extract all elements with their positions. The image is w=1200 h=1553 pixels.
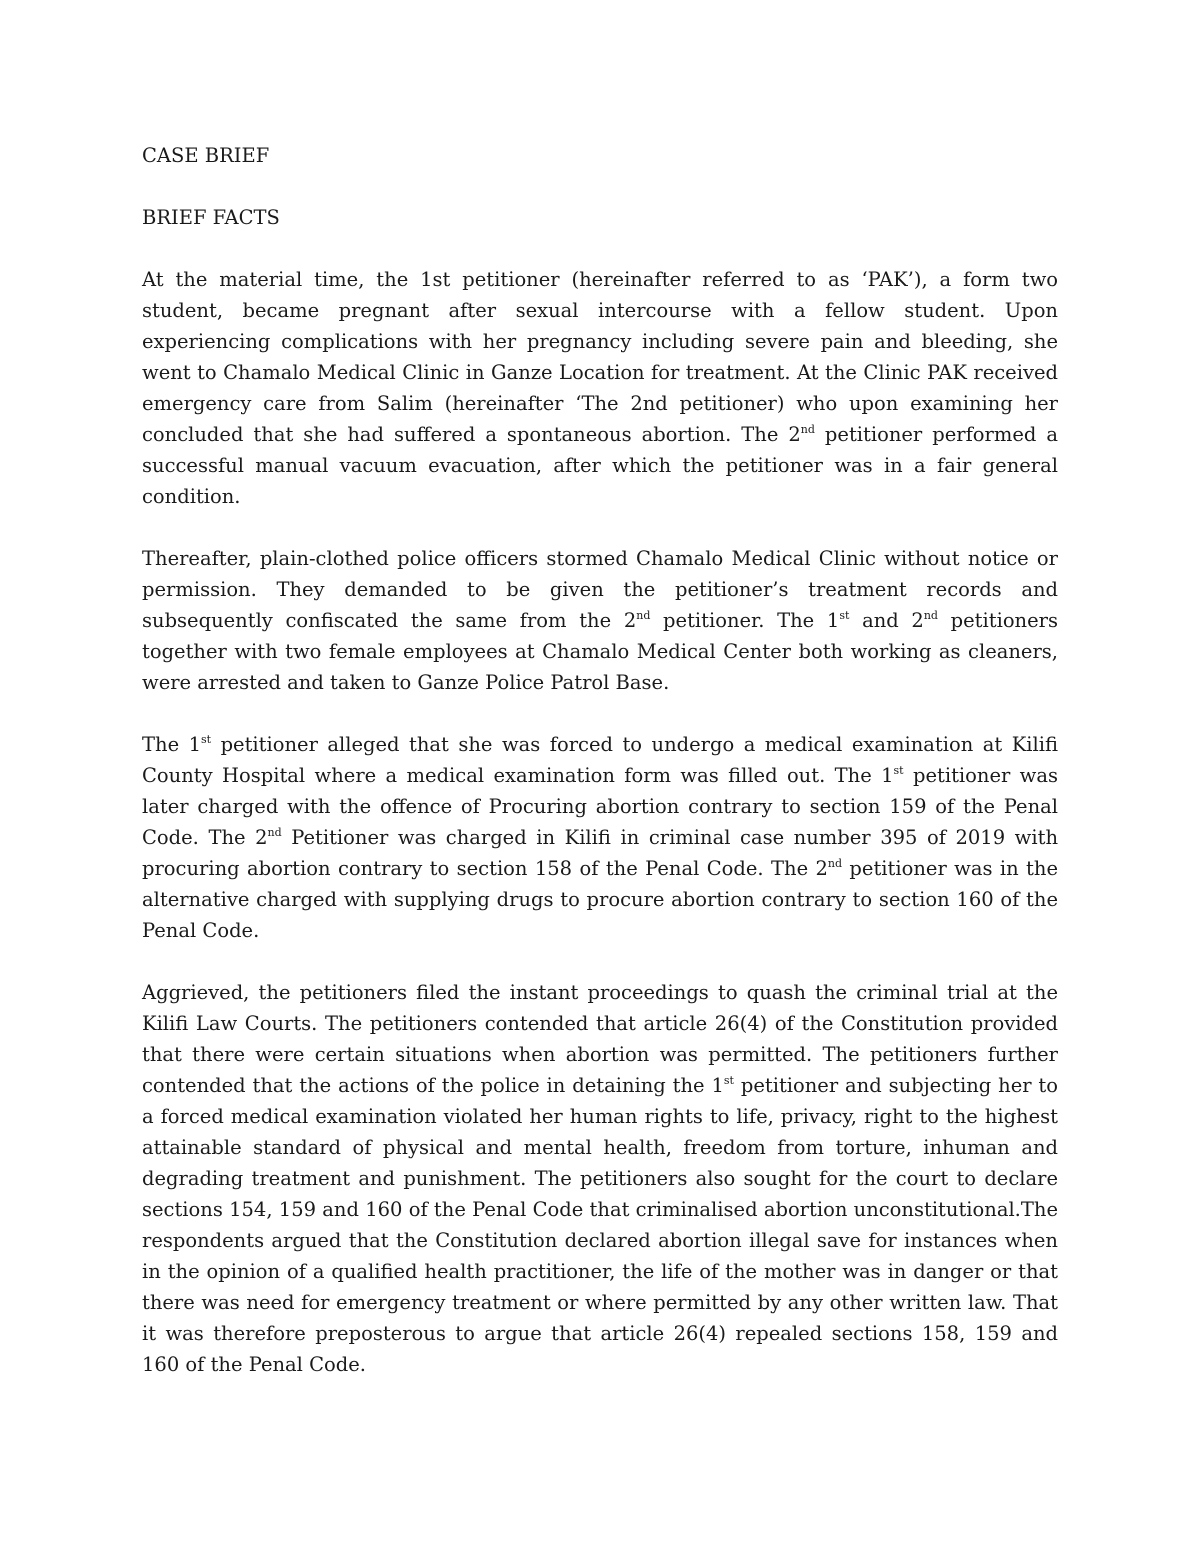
ordinal-superscript: st bbox=[723, 1074, 734, 1087]
paragraph-text: The 1 bbox=[142, 733, 201, 756]
ordinal-superscript: nd bbox=[800, 423, 815, 436]
body-paragraph bbox=[142, 977, 1058, 1380]
paragraph-text: petitioner. The 1 bbox=[650, 609, 840, 632]
ordinal-superscript: st bbox=[893, 764, 904, 777]
paragraph-text: Thereafter, plain-clothed police officers stormed Chamalo Medical Clinic without notice or permission. They demanded to be given the petitioner’s treatment records and subsequently confiscated the same from the 2 bbox=[142, 547, 1058, 632]
paragraph-list bbox=[142, 264, 1058, 1380]
document-page bbox=[142, 140, 1058, 1411]
ordinal-superscript: st bbox=[201, 733, 212, 746]
ordinal-superscript: st bbox=[839, 609, 850, 622]
ordinal-superscript: nd bbox=[636, 609, 651, 622]
body-paragraph bbox=[142, 543, 1058, 698]
paragraph-text: petitioners together with two female employees at Chamalo Medical Center both working as cleaners, were arrested and taken to Ganze Police Patrol Base. bbox=[142, 609, 1058, 694]
body-paragraph bbox=[142, 264, 1058, 512]
paragraph-text: petitioner was in the alternative charged with supplying drugs to procure abortion contrary to section 160 of the Penal Code. bbox=[142, 857, 1058, 942]
paragraph-text: Aggrieved, the petitioners filed the instant proceedings to quash the criminal trial at the Kilifi Law Courts. The petitioners contended that article 26(4) of the Constitution provided that there were certain situations when abortion was permitted. The petitioners further contended that the actions of the police in detaining the 1 bbox=[142, 981, 1058, 1097]
document-title: CASE BRIEF bbox=[142, 144, 270, 167]
paragraph-text: petitioner and subjecting her to a forced medical examination violated her human rights to life, privacy, right to the highest attainable standard of physical and mental health, freedom from torture, inhuman and degrading treatment and punishment. The petitioners also sought for the court to declare sections 154, 159 and 160 of the Penal Code that criminalised abortion unconstitutional.The respondents argued that the Constitution declared abortion illegal save for instances when in the opinion of a qualified health practitioner, the life of the mother was in danger or that there was need for emergency treatment or where permitted by any other written law. That it was therefore preposterous to argue that article 26(4) repealed sections 158, 159 and 160 of the Penal Code. bbox=[142, 1074, 1059, 1376]
ordinal-superscript: nd bbox=[923, 609, 938, 622]
ordinal-superscript: nd bbox=[267, 826, 282, 839]
paragraph-text: and 2 bbox=[849, 609, 924, 632]
paragraph-text: petitioner alleged that she was forced to undergo a medical examination at Kilifi County Hospital where a medical examination form was filled out. The 1 bbox=[142, 733, 1058, 787]
paragraph-text: petitioner was later charged with the offence of Procuring abortion contrary to section 159 of the Penal Code. The 2 bbox=[142, 764, 1058, 849]
paragraph-text: Petitioner was charged in Kilifi in criminal case number 395 of 2019 with procuring abortion contrary to section 158 of the Penal Code. The 2 bbox=[142, 826, 1058, 880]
body-paragraph bbox=[142, 729, 1058, 946]
paragraph-text: At the material time, the 1st petitioner (hereinafter referred to as ‘PAK’), a form two student, became pregnant after sexual intercourse with a fellow student. Upon experiencing complications with her pregnancy including severe pain and bleeding, she went to Chamalo Medical Clinic in Ganze Location for treatment. At the Clinic PAK received emergency care from Salim (hereinafter ‘The 2nd petitioner) who upon examining her concluded that she had suffered a spontaneous abortion. The 2 bbox=[142, 268, 1058, 446]
section-heading: BRIEF FACTS bbox=[142, 206, 280, 229]
paragraph-text: petitioner performed a successful manual vacuum evacuation, after which the petitioner was in a fair general condition. bbox=[142, 423, 1058, 508]
ordinal-superscript: nd bbox=[827, 857, 843, 870]
